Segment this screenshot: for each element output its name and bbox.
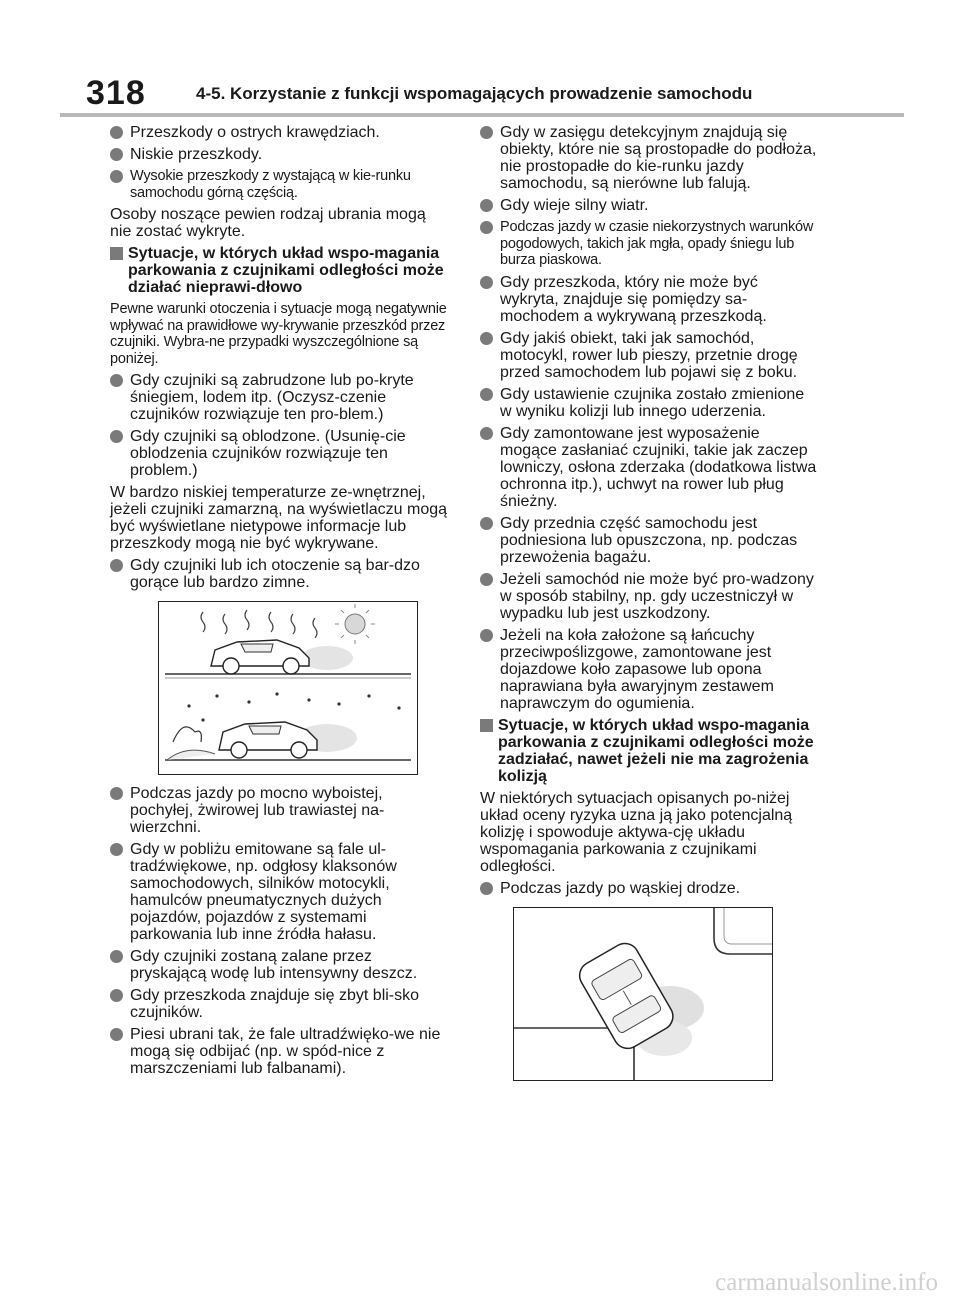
illustration-narrow-road [513,907,773,1081]
square-bullet-icon [110,247,123,260]
list-item: Gdy w zasięgu detekcyjnym znajdują się obiekty, które nie są prostopadłe do podłoża, nie prostopadłe do kie-runku jazdy samochodu, są nierówne lub falują. [480,124,820,192]
square-bullet-icon [480,719,493,732]
section-heading: Sytuacje, w których układ wspo-magania parkowania z czujnikami odległości może działać nieprawi-dłowo [110,245,450,296]
list-item: Jeżeli na koła założone są łańcuchy przeciwpoślizgowe, zamontowane jest dojazdowe koło zapasowe lub opona naprawiana była awaryjnym zestawem naprawczym do ogumienia. [480,627,820,712]
illustration-svg [514,908,772,1080]
right-column [480,124,820,1091]
bullet-icon [480,332,493,345]
watermark: carmanualsonline.info [715,1269,938,1296]
section-title: 4-5. Korzystanie z funkcji wspomagających prowadzenie samochodu [196,84,753,103]
list-item: Podczas jazdy po mocno wyboistej, pochyłej, żwirowej lub trawiastej na-wierzchni. [110,785,450,836]
bullet-icon [480,221,493,234]
list-item: Gdy jakiś obiekt, taki jak samochód, motocykl, rower lub pieszy, przetnie drogę przed samochodem lub pojawi się z boku. [480,330,820,381]
page-number: 318 [86,74,146,112]
bullet-icon [480,573,493,586]
list-item: Gdy czujniki są oblodzone. (Usunię-cie oblodzenia czujników rozwiązuje ten problem.) [110,428,450,479]
illustration-weather-sensors [158,601,418,775]
list-item: Gdy ustawienie czujnika zostało zmienione w wyniku kolizji lub innego uderzenia. [480,386,820,420]
list-item: Podczas jazdy w czasie niekorzystnych warunków pogodowych, takich jak mgła, opady śniegu lub burza piaskowa. [480,219,820,269]
list-item: Gdy wieje silny wiatr. [480,197,820,214]
list-item: Gdy przednia część samochodu jest podniesiona lub opuszczona, np. podczas przewożenia bagażu. [480,515,820,566]
page-header [0,0,960,118]
bullet-icon [110,843,123,856]
bullet-icon [480,517,493,530]
bullet-icon [110,430,123,443]
paragraph: W bardzo niskiej temperaturze ze-wnętrznej, jeżeli czujniki zamarzną, na wyświetlaczu mogą być wyświetlane nietypowe informacje lub przeszkody mogą nie być wykrywane. [110,484,448,552]
bullet-icon [110,950,123,963]
list-item: Gdy czujniki lub ich otoczenie są bar-dzo gorące lub bardzo zimne. [110,557,450,591]
bullet-icon [480,427,493,440]
list-item: Gdy zamontowane jest wyposażenie mogące zasłaniać czujniki, takie jak zaczep lowniczy, osłona zderzaka (dodatkowa listwa ochronna itp.), uchwyt na rower lub pług śnieżny. [480,425,820,510]
list-item: Jeżeli samochód nie może być pro-wadzony w sposób stabilny, np. gdy uczestniczył w wypadku lub jest uszkodzony. [480,571,820,622]
header-rule [60,113,904,117]
bullet-icon [110,1028,123,1041]
paragraph: Pewne warunki otoczenia i sytuacje mogą negatywnie wpływać na prawidłowe wy-krywanie przeszkód przez czujniki. Wybra-ne przypadki wyszczególnione są poniżej. [110,301,447,367]
list-item: Wysokie przeszkody z wystającą w kie-runku samochodu górną częścią. [110,168,450,201]
bullet-icon [480,388,493,401]
bullet-icon [480,199,493,212]
bullet-icon [110,559,123,572]
list-item: Gdy w pobliżu emitowane są fale ul-tradźwiękowe, np. odgłosy klaksonów samochodowych, silników motocykli, hamulców pneumatycznych dużych pojazdów, pojazdów z systemami parkowania lub inne źródła hałasu. [110,841,450,943]
bullet-icon [110,374,123,387]
paragraph: W niektórych sytuacjach opisanych po-niżej układ oceny ryzyka uzna ją jako potencjalną kolizję i spowoduje aktywa-cję układu wspomagania parkowania z czujnikami odległości. [480,789,793,875]
bullet-icon [480,882,493,895]
bullet-icon [480,126,493,139]
bullet-icon [480,276,493,289]
list-item: Gdy czujniki zostaną zalane przez pryskającą wodę lub intensywny deszcz. [110,948,450,982]
bullet-icon [110,126,123,139]
list-item: Niskie przeszkody. [110,146,450,163]
bullet-icon [110,787,123,800]
list-item: Przeszkody o ostrych krawędziach. [110,124,450,141]
bullet-icon [110,989,123,1002]
bullet-icon [480,629,493,642]
paragraph: Osoby noszące pewien rodzaj ubrania mogą nie zostać wykryte. [110,206,426,240]
list-item: Podczas jazdy po wąskiej drodze. [480,880,820,897]
bullet-icon [110,170,123,183]
illustration-svg [159,602,417,774]
list-item: Gdy przeszkoda znajduje się zbyt bli-sko czujników. [110,987,450,1021]
left-column [110,124,450,1082]
section-heading: Sytuacje, w których układ wspo-magania parkowania z czujnikami odległości może zadziałać, nawet jeżeli nie ma zagrożenia kolizją [480,717,820,785]
list-item: Piesi ubrani tak, że fale ultradźwięko-we nie mogą się odbijać (np. w spód-nice z marszczeniami lub falbanami). [110,1026,450,1077]
list-item: Gdy przeszkoda, który nie może być wykryta, znajduje się pomiędzy sa-mochodem a wykrywaną przeszkodą. [480,274,820,325]
bullet-icon [110,148,123,161]
list-item: Gdy czujniki są zabrudzone lub po-kryte śniegiem, lodem itp. (Oczysz-czenie czujników rozwiązuje ten pro-blem.) [110,372,450,423]
